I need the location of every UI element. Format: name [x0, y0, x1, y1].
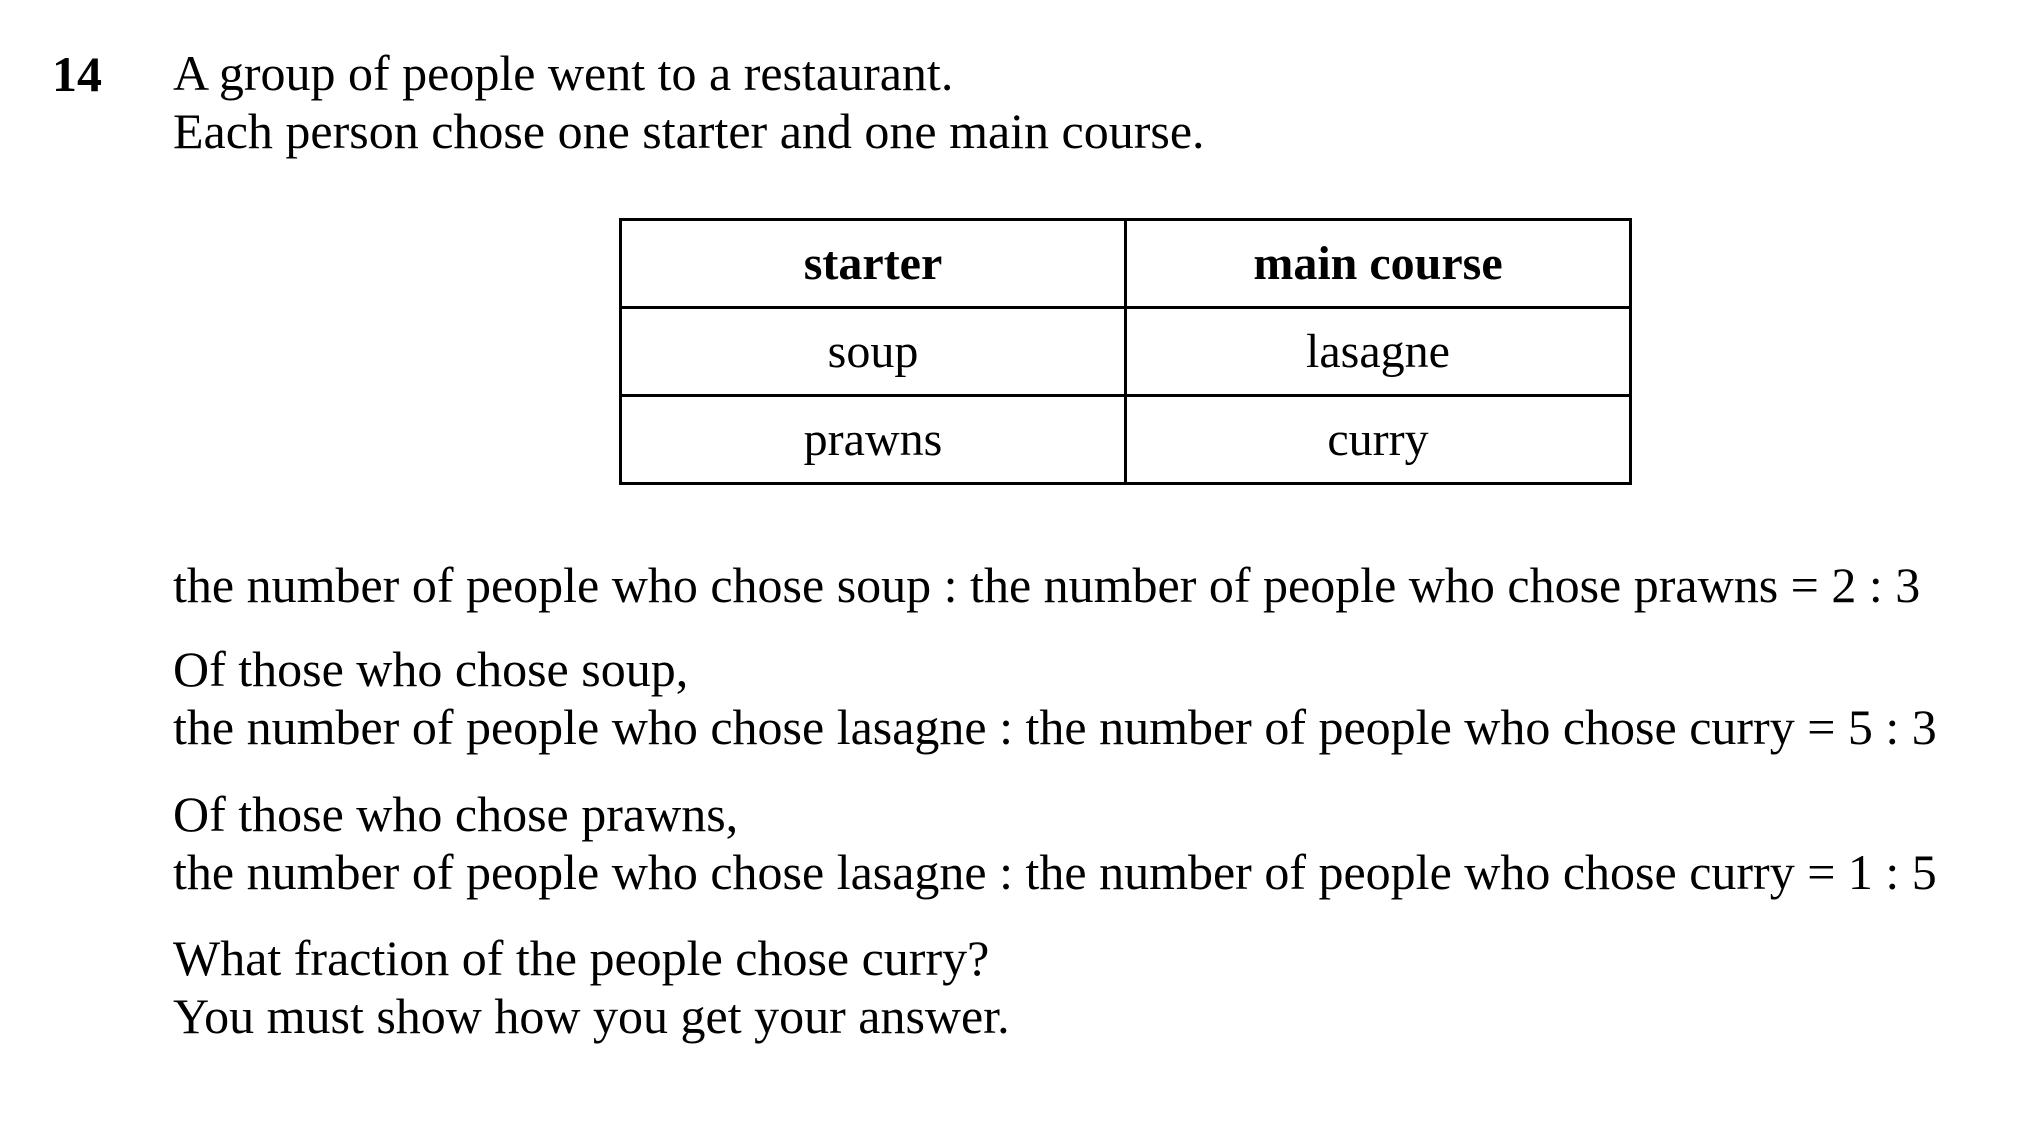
instruction-line: You must show how you get your answer.: [173, 988, 1010, 1044]
prawns-ratio-block: [173, 785, 1937, 901]
menu-table-container: [619, 218, 1632, 485]
starter-ratio: the number of people who chose soup : the number of people who chose prawns = 2 : 3: [173, 557, 1921, 613]
question-number: 14: [52, 46, 102, 102]
intro-line-2: Each person chose one starter and one main course.: [173, 103, 1205, 159]
soup-ratio-block: [173, 640, 1937, 756]
cell-starter: soup: [621, 308, 1126, 396]
soup-intro: Of those who chose soup,: [173, 641, 689, 697]
soup-ratio: the number of people who chose lasagne : the number of people who chose curry = 5 : 3: [173, 699, 1937, 755]
question-intro: [173, 44, 2013, 160]
prawns-intro: Of those who chose prawns,: [173, 786, 739, 842]
header-starter: starter: [621, 220, 1126, 308]
cell-main-course: curry: [1126, 396, 1631, 484]
question-prompt: [173, 929, 1010, 1045]
prawns-ratio: the number of people who chose lasagne : the number of people who chose curry = 1 : 5: [173, 844, 1937, 900]
menu-table: [619, 218, 1632, 485]
header-main-course: main course: [1126, 220, 1631, 308]
table-header-row: [621, 220, 1631, 308]
intro-line-1: A group of people went to a restaurant.: [173, 45, 954, 101]
table-row: [621, 396, 1631, 484]
question-line: What fraction of the people chose curry?: [173, 930, 990, 986]
table-row: [621, 308, 1631, 396]
cell-starter: prawns: [621, 396, 1126, 484]
cell-main-course: lasagne: [1126, 308, 1631, 396]
